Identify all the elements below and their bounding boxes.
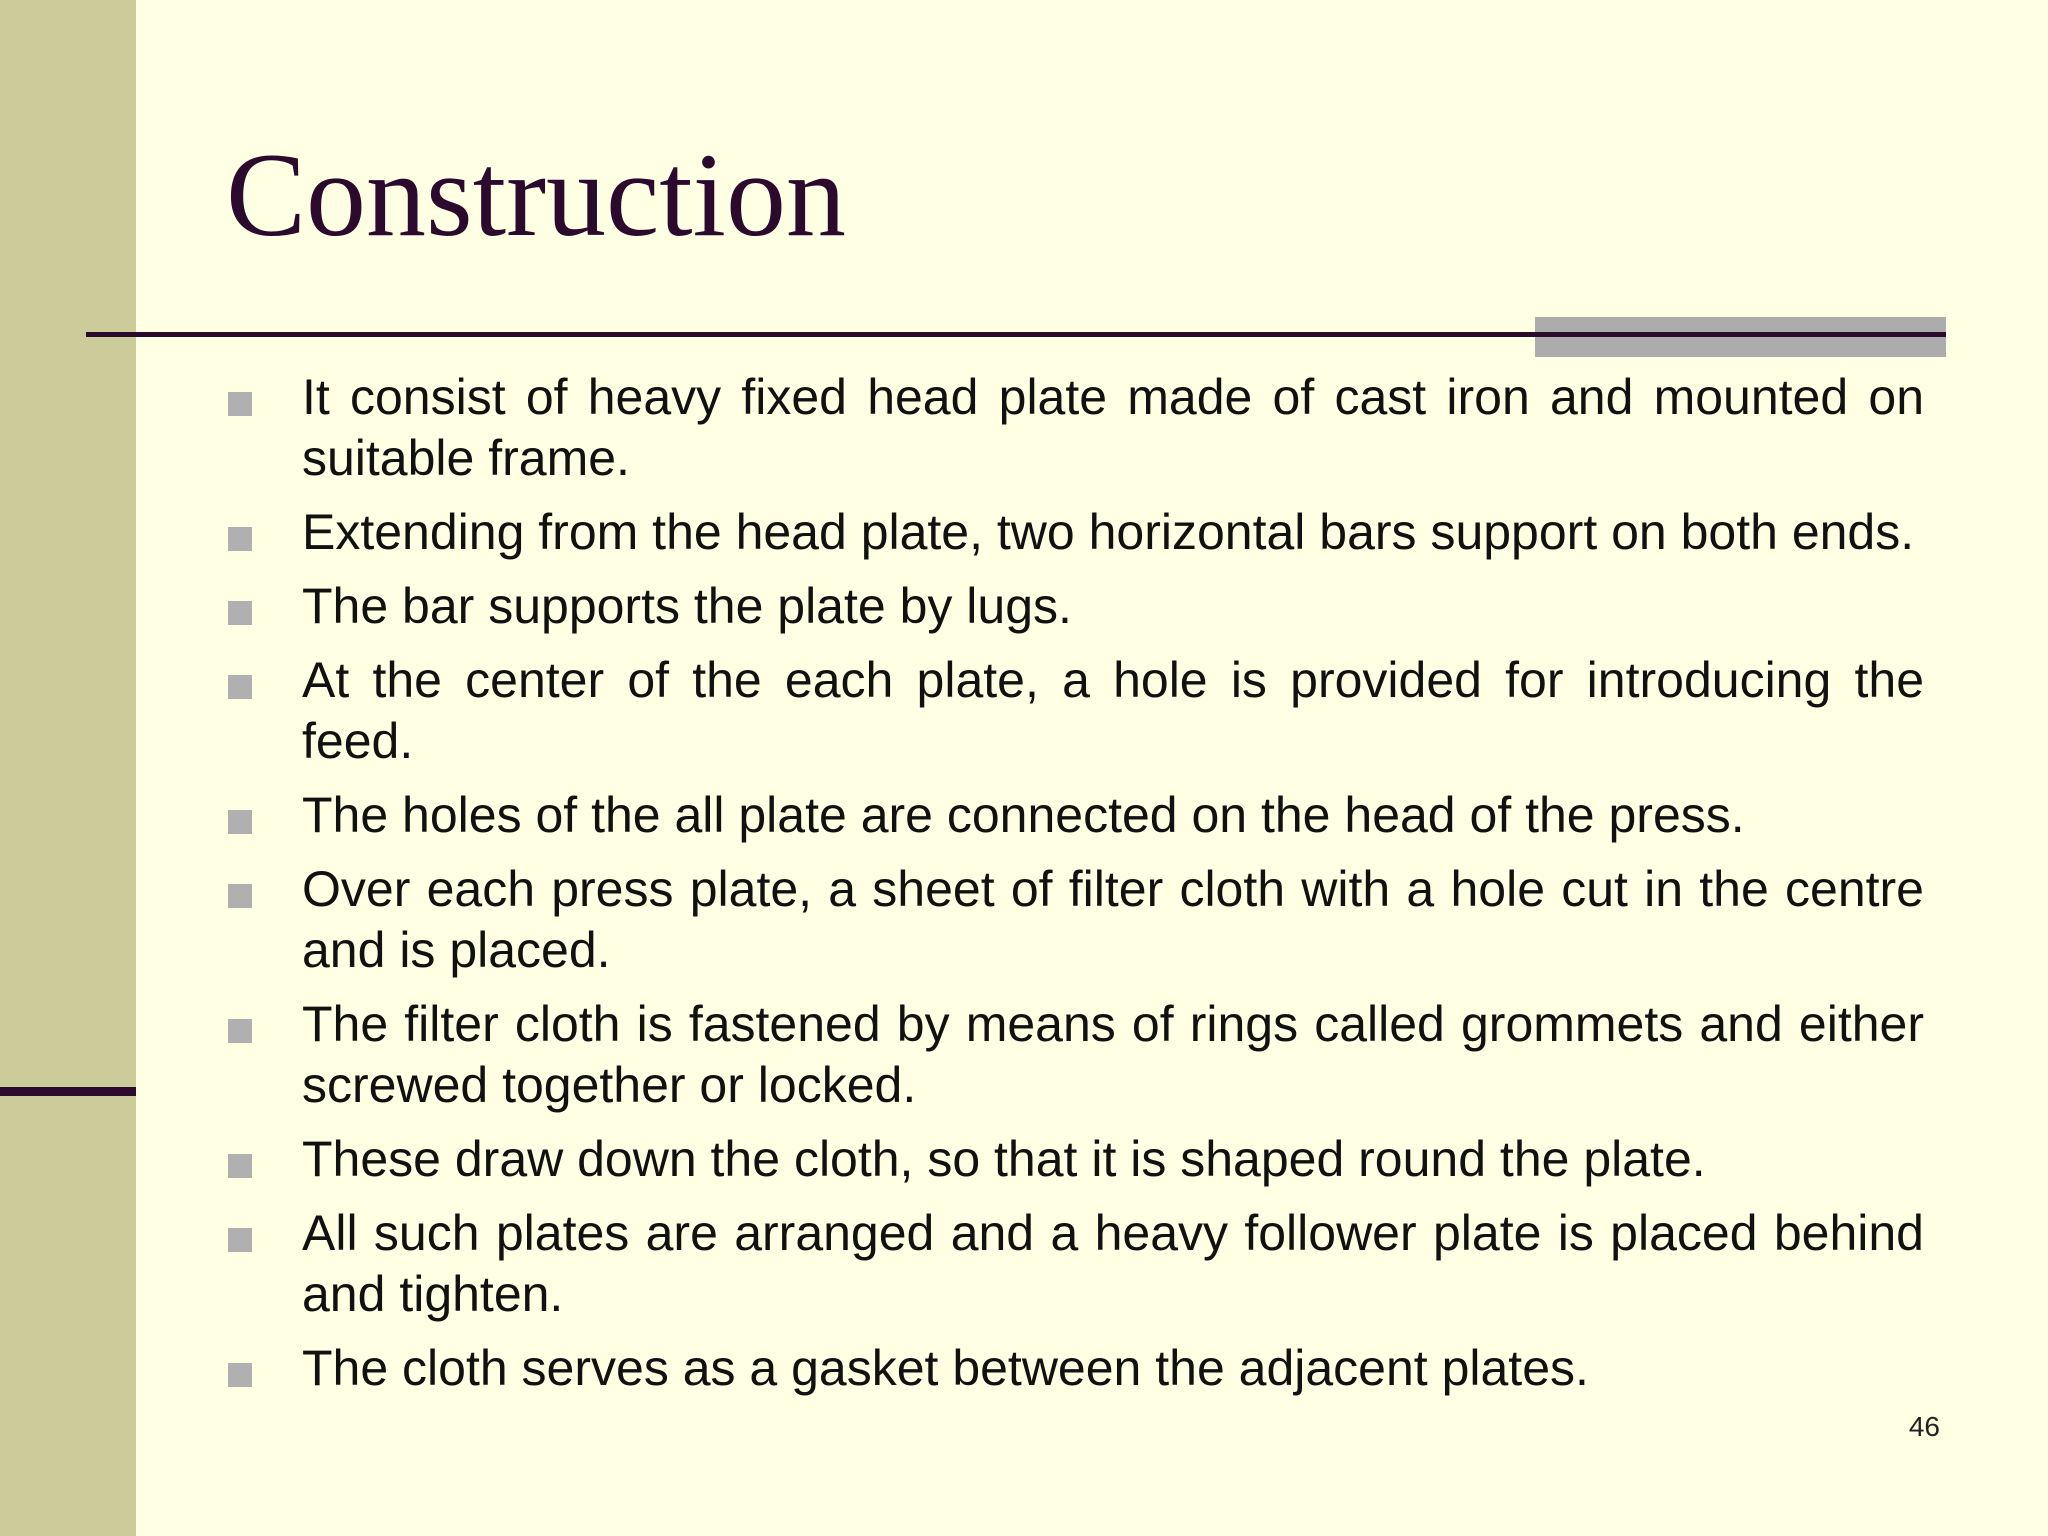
square-bullet-icon: [228, 392, 252, 416]
bullet-text: The filter cloth is fastened by means of rings called grommets and either screwed together or locked.: [302, 996, 1924, 1113]
bullet-item: [302, 785, 1924, 846]
square-bullet-icon: [228, 1363, 252, 1387]
square-bullet-icon: [228, 527, 252, 551]
bullet-item: [302, 1129, 1924, 1190]
bullet-text: At the center of the each plate, a hole is provided for introducing the feed.: [302, 652, 1924, 769]
bullet-text: The bar supports the plate by lugs.: [302, 578, 1072, 634]
slide-title: Construction: [226, 128, 846, 261]
square-bullet-icon: [228, 884, 252, 908]
bullet-item: [302, 859, 1924, 981]
square-bullet-icon: [228, 1154, 252, 1178]
bullet-text: It consist of heavy fixed head plate made of cast iron and mounted on suitable frame.: [302, 369, 1924, 486]
title-rule-shadow: [1535, 317, 1946, 357]
bullet-text: The holes of the all plate are connected on the head of the press.: [302, 787, 1745, 843]
bullet-list: [302, 367, 1924, 1412]
bullet-text: These draw down the cloth, so that it is shaped round the plate.: [302, 1131, 1706, 1187]
bullet-text: The cloth serves as a gasket between the adjacent plates.: [302, 1340, 1589, 1396]
bullet-text: Over each press plate, a sheet of filter cloth with a hole cut in the centre and is placed.: [302, 861, 1924, 978]
page-number: 46: [1908, 1411, 1940, 1442]
bullet-text: Extending from the head plate, two horizontal bars support on both ends.: [302, 504, 1915, 560]
square-bullet-icon: [228, 810, 252, 834]
title-rule-line: [86, 332, 1946, 337]
bullet-item: [302, 1338, 1924, 1399]
bullet-item: [302, 502, 1924, 563]
square-bullet-icon: [228, 1228, 252, 1252]
bullet-item: [302, 576, 1924, 637]
bullet-item: [302, 367, 1924, 489]
square-bullet-icon: [228, 1019, 252, 1043]
square-bullet-icon: [228, 601, 252, 625]
square-bullet-icon: [228, 675, 252, 699]
bullet-item: [302, 1203, 1924, 1325]
left-side-band: [0, 0, 136, 1536]
bullet-item: [302, 650, 1924, 772]
left-accent-bar: [0, 1087, 136, 1096]
bullet-item: [302, 994, 1924, 1116]
bullet-text: All such plates are arranged and a heavy follower plate is placed behind and tighten.: [302, 1205, 1924, 1322]
